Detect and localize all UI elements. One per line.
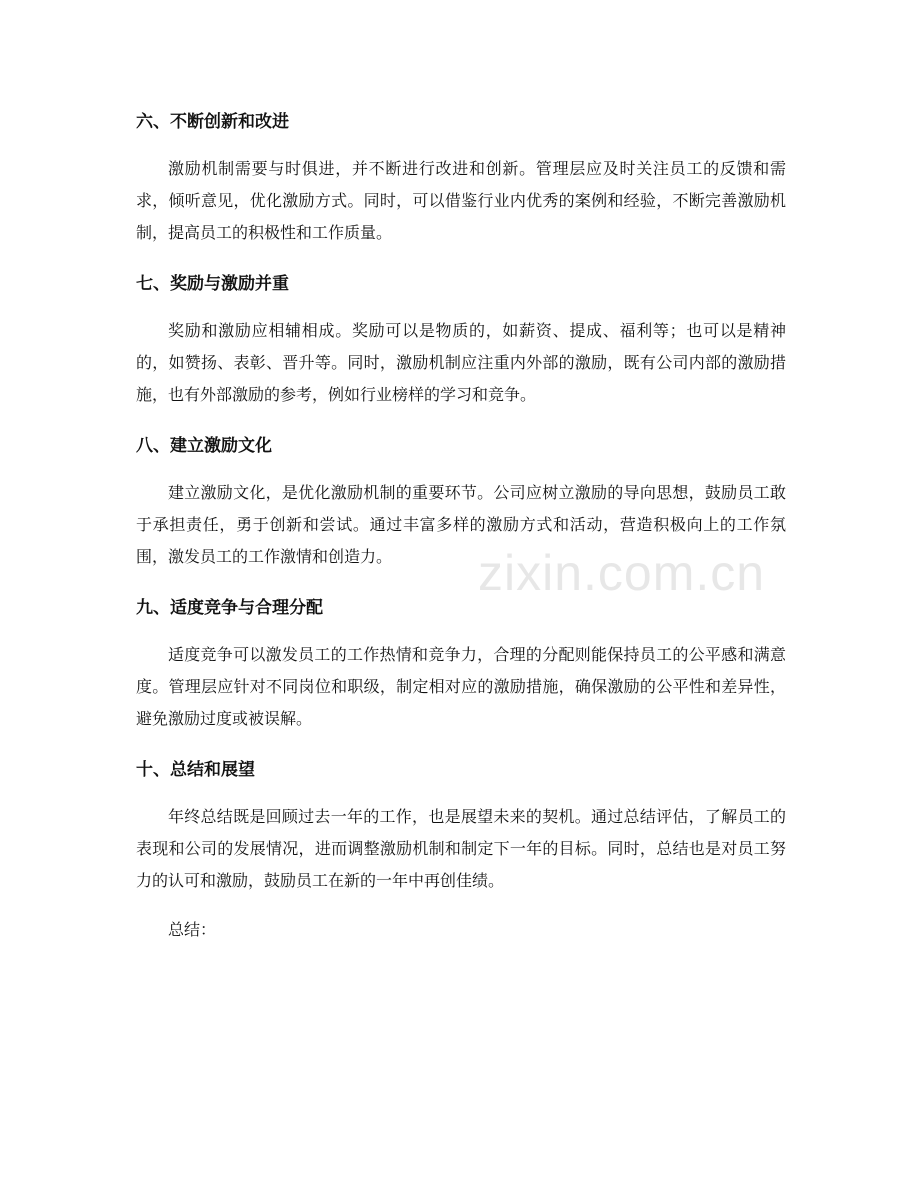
closing-label: 总结： [168,920,217,939]
section-incentive-culture [136,428,786,573]
watermark: zixin.com.cn [478,545,766,601]
document-body [136,104,786,946]
section-paragraph: 奖励和激励应相辅相成。奖励可以是物质的，如薪资、提成、福利等；也可以是精神的，如赞扬、表彰、晋升等。同时，激励机制应注重内外部的激励，既有公司内部的激励措施，也有外部激励的参考，例如行业榜样的学习和竞争。 [136,321,786,404]
section-heading: 六、不断创新和改进 [136,112,289,132]
section-heading: 十、总结和展望 [136,760,255,780]
section-innovation [136,104,786,249]
section-paragraph: 年终总结既是回顾过去一年的工作，也是展望未来的契机。通过总结评估，了解员工的表现和公司的发展情况，进而调整激励机制和制定下一年的目标。同时，总结也是对员工努力的认可和激励，鼓励员工在新的一年中再创佳绩。 [136,807,786,890]
section-competition-distribution [136,590,786,735]
section-reward-incentive [136,266,786,411]
section-paragraph: 激励机制需要与时俱进，并不断进行改进和创新。管理层应及时关注员工的反馈和需求，倾听意见，优化激励方式。同时，可以借鉴行业内优秀的案例和经验，不断完善激励机制，提高员工的积极性和工作质量。 [136,159,786,242]
section-paragraph: 适度竞争可以激发员工的工作热情和竞争力，合理的分配则能保持员工的公平感和满意度。管理层应针对不同岗位和职级，制定相对应的激励措施，确保激励的公平性和差异性，避免激励过度或被误解。 [136,645,786,728]
section-summary-outlook [136,752,786,897]
section-paragraph: 建立激励文化，是优化激励机制的重要环节。公司应树立激励的导向思想，鼓励员工敢于承担责任，勇于创新和尝试。通过丰富多样的激励方式和活动，营造积极向上的工作氛围，激发员工的工作激情和创造力。 [136,483,786,566]
section-heading: 九、适度竞争与合理分配 [136,598,323,618]
section-heading: 七、奖励与激励并重 [136,274,289,294]
section-heading: 八、建立激励文化 [136,436,272,456]
